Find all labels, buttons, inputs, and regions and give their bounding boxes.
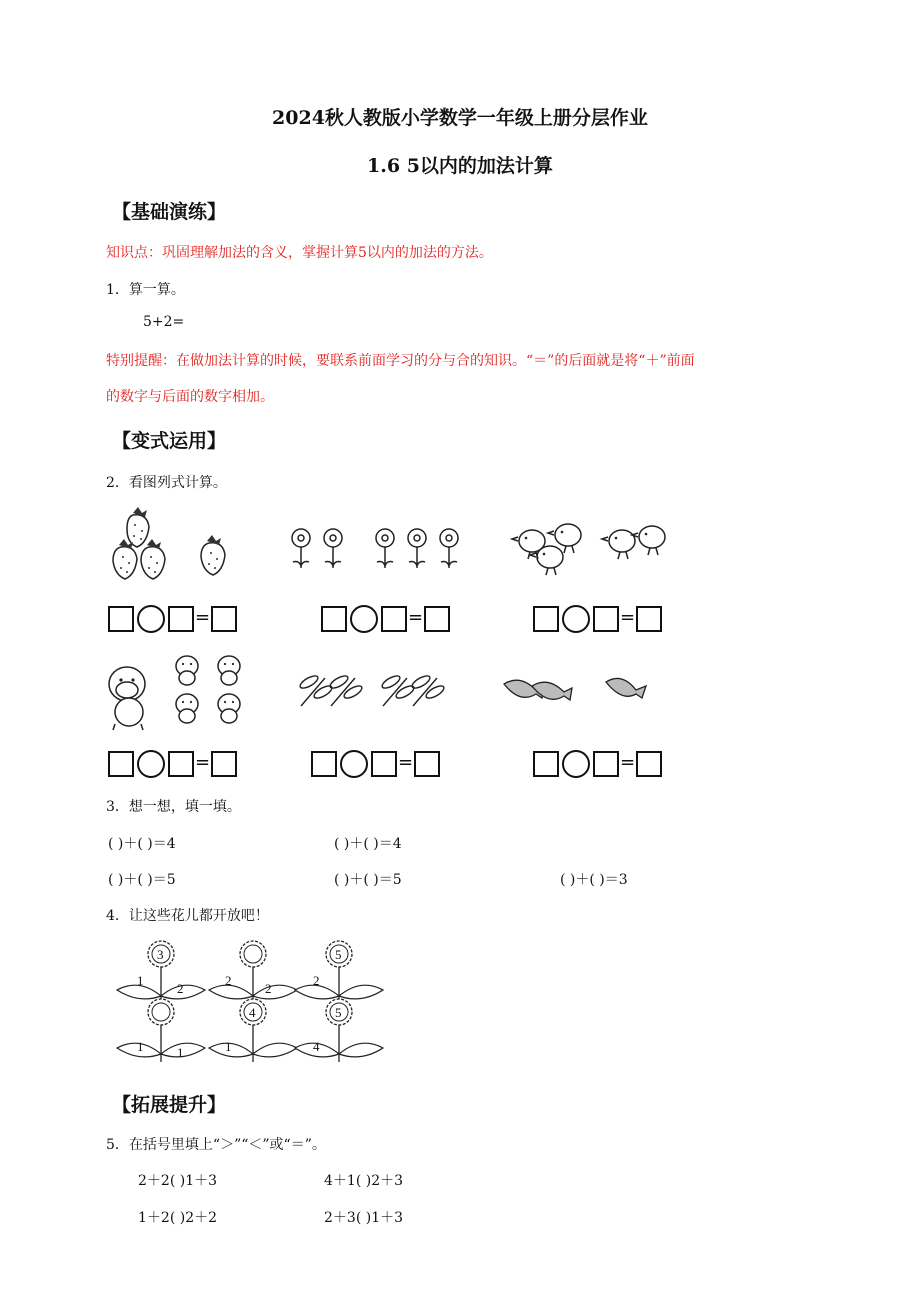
operator-circle[interactable] [340,750,368,778]
fish-icon [504,678,646,700]
answer-box[interactable] [533,751,559,777]
operator-circle[interactable] [562,605,590,633]
q5-comparison[interactable]: 4＋1( )2＋3 [324,1173,404,1189]
section-variation: 【变式运用】 [112,430,227,452]
chick-icon [512,524,665,575]
q5-comparison[interactable]: 1＋2( )2＋2 [138,1210,218,1226]
flower-left-number: 1 [225,1039,232,1054]
operator-circle[interactable] [562,750,590,778]
flower-top-number: 4 [249,1005,256,1020]
equal-sign: = [408,607,424,628]
dragonfly-icon [298,674,445,706]
q5-comparison[interactable]: 2＋3( )1＋3 [324,1210,404,1226]
equal-sign: = [195,607,211,628]
page-subtitle: 1.6 5以内的加法计算 [367,155,553,177]
answer-box[interactable] [424,606,450,632]
chick-group-picture [510,515,675,580]
q1-label: 1．算一算。 [106,282,185,298]
q3-blank-equation[interactable]: ( )＋( )＝4 [108,836,176,852]
answer-box[interactable] [533,606,559,632]
answer-box[interactable] [636,751,662,777]
section-basic: 【基础演练】 [112,201,227,223]
answer-box[interactable] [321,606,347,632]
knowledge-point: 知识点：巩固理解加法的含义，掌握计算5以内的加法的方法。 [106,245,493,261]
q1-expression: 5+2= [143,314,185,330]
flower-left-number: 1 [137,1039,144,1054]
answer-box[interactable] [371,751,397,777]
equal-sign: = [195,752,211,773]
flower-top-number: 5 [335,947,342,962]
equal-sign: = [620,752,636,773]
answer-box[interactable] [108,751,134,777]
flower-group-picture [285,520,470,575]
answer-box[interactable] [381,606,407,632]
flower-left-number: 2 [313,973,320,988]
q3-blank-equation[interactable]: ( )＋( )＝4 [334,836,402,852]
monkey-group-picture [105,652,255,732]
answer-box[interactable] [211,751,237,777]
flower-icon [292,529,458,568]
q5-comparison[interactable]: 2＋2( )1＋3 [138,1173,218,1189]
dragonfly-group-picture [295,668,450,713]
answer-box[interactable] [168,606,194,632]
answer-box[interactable] [593,751,619,777]
operator-circle[interactable] [137,605,165,633]
q3-label: 3．想一想，填一填。 [106,799,241,815]
flower-left-number: 4 [313,1039,320,1054]
q2-label: 2．看图列式计算。 [106,475,227,491]
q5-label: 5．在括号里填上“＞”“＜”或“＝”。 [106,1137,326,1153]
q3-blank-equation[interactable]: ( )＋( )＝3 [560,872,628,888]
q3-blank-equation[interactable]: ( )＋( )＝5 [108,872,176,888]
equal-sign: = [620,607,636,628]
flower-right-number: 1 [177,1045,184,1060]
answer-box[interactable] [636,606,662,632]
answer-box[interactable] [414,751,440,777]
reminder-line-1: 特别提醒：在做加法计算的时候，要联系前面学习的分与合的知识。“＝”的后面就是将“＋”前面 [106,353,695,369]
operator-circle[interactable] [350,605,378,633]
q3-blank-equation[interactable]: ( )＋( )＝5 [334,872,402,888]
monkey-icon [109,656,240,730]
q4-label: 4．让这些花儿都开放吧！ [106,908,269,924]
flower-right-number: 2 [265,981,272,996]
answer-box[interactable] [108,606,134,632]
answer-box[interactable] [168,751,194,777]
answer-box[interactable] [211,606,237,632]
strawberry-group-picture [105,505,245,585]
fish-group-picture [500,668,655,713]
page-title: 2024秋人教版小学数学一年级上册分层作业 [272,107,648,129]
reminder-line-2: 的数字与后面的数字相加。 [106,389,274,405]
answer-box[interactable] [593,606,619,632]
flower-top-number: 5 [335,1005,342,1020]
flower-left-number: 2 [225,973,232,988]
flower-right-number: 2 [177,981,184,996]
section-extension: 【拓展提升】 [112,1094,227,1116]
flower-left-number: 1 [137,973,144,988]
flower-top-number: 3 [157,947,164,962]
operator-circle[interactable] [137,750,165,778]
equal-sign: = [398,752,414,773]
answer-box[interactable] [311,751,337,777]
